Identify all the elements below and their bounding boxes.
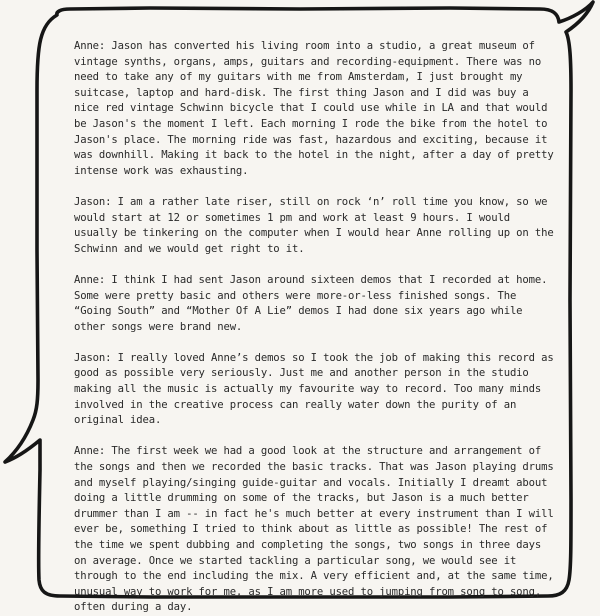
interview-text (74, 39, 554, 616)
paragraph-anne-demos: Anne: I think I had sent Jason around sixteen demos that I recorded at home. Some were pretty basic and others were more-or-less finished songs. The “Going South” and “Mother Of A Lie” demos I had done six years ago while other songs were brand new. (74, 273, 548, 333)
paragraph-jason-schedule: Jason: I am a rather late riser, still on rock ‘n’ roll time you know, so we would start at 12 or sometimes 1 pm and work at least 9 hours. I would usually be tinkering on the computer when I would hear Anne rolling up on the Schwinn and we would get right to it. (74, 195, 554, 255)
paragraph-anne-first-week: Anne: The first week we had a good look at the structure and arrangement of the songs and then we recorded the basic tracks. That was Jason playing drums and myself playing/singing guide-guitar and vocals. Initially I dreamt about doing a little drumming on some of the tracks, but Jason is a much better drummer than I am -- in fact he's much better at every instrument than I will ever be, something I tried to think about as little as possible! The rest of the time we spent dubbing and completing the songs, two songs in three days on average. Once we started tackling a particular song, we would see it through to the end including the mix. A very efficient and, at the same time, unusual way to work for me, as I am more used to jumping from song to song, often during a day. (74, 445, 554, 614)
paragraph-anne-studio: Anne: Jason has converted his living room into a studio, a great museum of vintage synths, organs, amps, guitars and recording-equipment. There was no need to take any of my guitars with me from Amsterdam, I just brought my suitcase, laptop and hard-disk. The first thing Jason and I did was buy a nice red vintage Schwinn bicycle that I could use while in LA and that would be Jason's the moment I left. Each morning I rode the bike from the hotel to Jason's place. The morning ride was fast, hazardous and exciting, because it was downhill. Making it back to the hotel in the night, after a day of pretty intense work was exhausting. (74, 40, 554, 177)
paragraph-jason-recording: Jason: I really loved Anne’s demos so I took the job of making this record as good as possible very seriously. Just me and another person in the studio making all the music is actually my favourite way to record. Too many minds involved in the creative process can really water down the purity of an original idea. (74, 351, 554, 427)
